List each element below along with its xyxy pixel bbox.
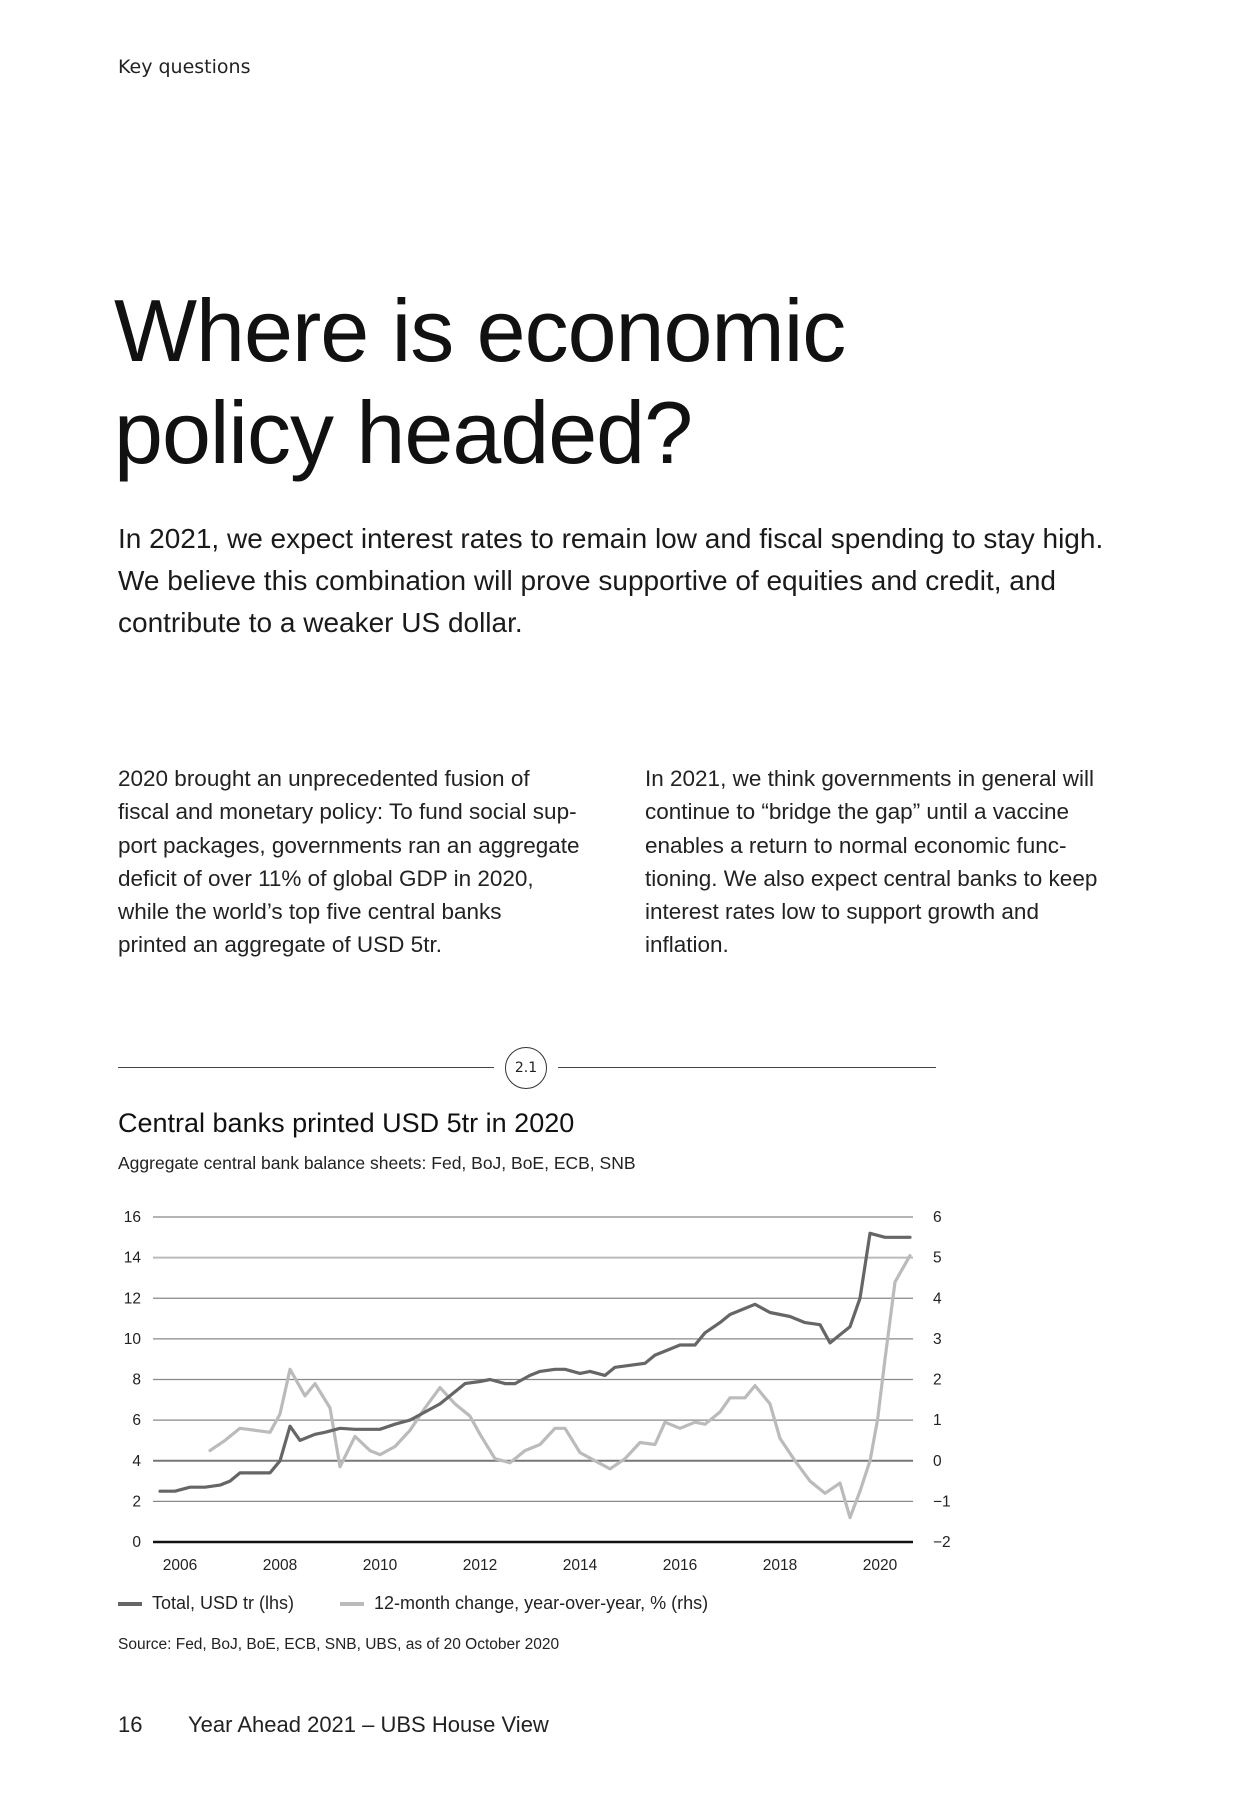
- legend-swatch-total: [118, 1602, 142, 1606]
- footer-page-number: 16: [118, 1712, 143, 1737]
- y-tick-left-label: 0: [132, 1534, 141, 1551]
- y-tick-right-label: 6: [933, 1209, 942, 1226]
- legend-label-change: 12-month change, year-over-year, % (rhs): [374, 1593, 709, 1613]
- y-tick-left-label: 12: [123, 1290, 141, 1308]
- y-tick-left-label: 6: [132, 1412, 141, 1430]
- x-tick-label: 2012: [462, 1557, 498, 1574]
- x-tick-label: 2006: [162, 1557, 198, 1574]
- y-tick-right-label: 3: [933, 1330, 942, 1348]
- y-tick-left-label: 4: [132, 1452, 141, 1470]
- series-line-total: [160, 1233, 910, 1491]
- y-tick-right-label: 4: [933, 1290, 942, 1308]
- y-tick-right-label: 2: [933, 1371, 942, 1389]
- x-tick-label: 2014: [562, 1557, 598, 1574]
- body-right-line: tioning. We also expect central banks to keep: [645, 865, 1098, 891]
- body-left-line: fiscal and monetary policy: To fund social sup-: [118, 799, 577, 825]
- body-right-line: enables a return to normal economic func-: [645, 832, 1067, 858]
- body-right-line: In 2021, we think governments in general will: [645, 766, 1095, 791]
- y-tick-left-label: 8: [132, 1371, 141, 1389]
- page-title-line-1: Where is economic: [114, 281, 846, 380]
- legend-item-change: [340, 1593, 708, 1614]
- body-left-line: 2020 brought an unprecedented fusion of: [118, 766, 530, 791]
- y-tick-right-label: −1: [933, 1493, 951, 1511]
- legend-swatch-change: [340, 1602, 364, 1606]
- chart-subtitle: Aggregate central bank balance sheets: Fed, BoJ, BoE, ECB, SNB: [118, 1153, 636, 1173]
- legend-label-total: Total, USD tr (lhs): [152, 1593, 295, 1613]
- body-left-line: printed an aggregate of USD 5tr.: [118, 932, 442, 958]
- y-tick-right-label: 1: [933, 1412, 942, 1430]
- figure-number-badge: 2.1: [505, 1047, 547, 1089]
- y-tick-right-label: 5: [933, 1249, 942, 1267]
- body-left-line: deficit of over 11% of global GDP in 2020,: [118, 865, 534, 891]
- body-right-line: interest rates low to support growth and: [645, 899, 1039, 925]
- y-axis-right-ticks: [933, 1209, 951, 1551]
- chart-source-note: Source: Fed, BoJ, BoE, ECB, SNB, UBS, as of 20 October 2020: [118, 1636, 560, 1653]
- body-right-line: inflation.: [645, 932, 729, 958]
- legend-item-total: [118, 1593, 294, 1614]
- x-tick-label: 2020: [862, 1557, 898, 1574]
- page-title-line-2: policy headed?: [114, 383, 693, 482]
- section-label: Key questions: [118, 56, 251, 78]
- footer-publication-title: Year Ahead 2021 – UBS House View: [188, 1712, 549, 1737]
- body-left-line: port packages, governments ran an aggregate: [118, 832, 580, 858]
- chart-title: Central banks printed USD 5tr in 2020: [118, 1108, 575, 1138]
- x-tick-label: 2008: [262, 1557, 298, 1574]
- y-tick-right-label: 0: [933, 1452, 942, 1470]
- body-left-line: while the world’s top five central banks: [118, 899, 502, 925]
- chart-series: [160, 1233, 910, 1517]
- y-tick-left-label: 16: [123, 1209, 141, 1226]
- y-tick-right-label: −2: [933, 1534, 951, 1551]
- y-tick-left-label: 14: [123, 1249, 141, 1267]
- x-tick-label: 2018: [762, 1557, 798, 1574]
- series-line-yoy-change: [210, 1256, 910, 1518]
- y-tick-left-label: 10: [123, 1330, 141, 1348]
- body-right-line: continue to “bridge the gap” until a vaccine: [645, 799, 1070, 825]
- x-tick-label: 2010: [362, 1557, 398, 1574]
- lead-paragraph: In 2021, we expect interest rates to remain low and fiscal spending to stay high. We believe this combination will prove supportive of equities and credit, and contribute to a weaker US dollar.: [118, 523, 1104, 638]
- chart-gridlines: [153, 1217, 913, 1542]
- y-axis-left-ticks: [124, 1209, 142, 1551]
- x-tick-label: 2016: [662, 1557, 698, 1574]
- x-axis-ticks: [163, 1557, 898, 1574]
- y-tick-left-label: 2: [132, 1493, 141, 1511]
